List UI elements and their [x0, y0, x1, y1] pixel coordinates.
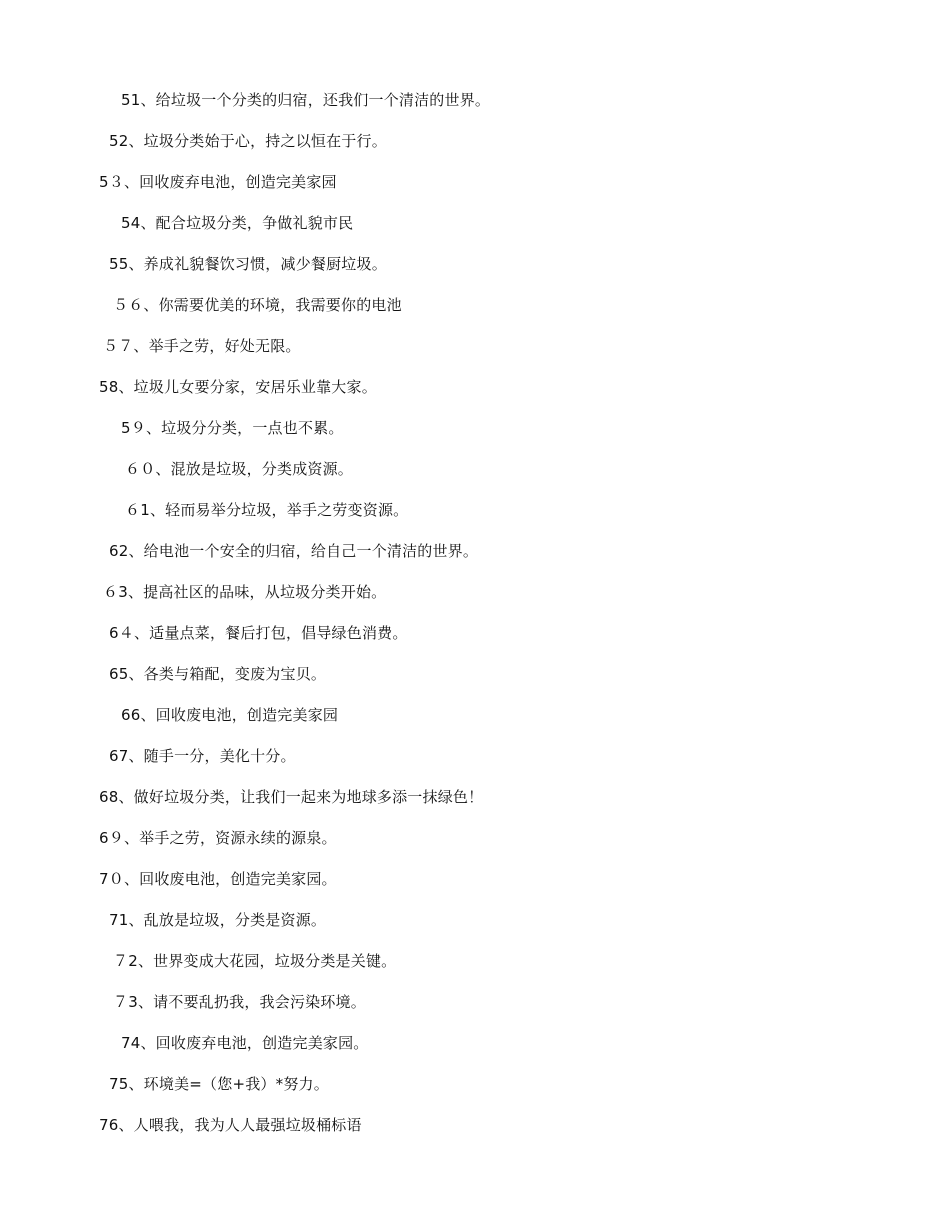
slogan-line-67: 67、随手一分，美化十分。: [109, 747, 296, 765]
slogan-line-75: 75、环境美=（您+我）*努力。: [109, 1075, 329, 1093]
slogan-line-55: 55、养成礼貌餐饮习惯，减少餐厨垃圾。: [109, 255, 387, 273]
slogan-line-71: 71、乱放是垃圾，分类是资源。: [109, 911, 327, 929]
slogan-line-74: 74、回收废弃电池，创造完美家园。: [121, 1034, 369, 1052]
slogan-line-60: ６０、混放是垃圾，分类成资源。: [125, 460, 354, 478]
slogan-line-64: 6４、适量点菜，餐后打包，倡导绿色消费。: [109, 624, 408, 642]
slogan-line-76: 76、人喂我，我为人人最强垃圾桶标语: [99, 1116, 362, 1134]
slogan-line-54: 54、配合垃圾分类，争做礼貌市民: [121, 214, 354, 232]
slogan-line-73: ７3、请不要乱扔我，我会污染环境。: [113, 993, 366, 1011]
slogan-line-58: 58、垃圾儿女要分家，安居乐业靠大家。: [99, 378, 377, 396]
slogan-line-65: 65、各类与箱配，变废为宝贝。: [109, 665, 327, 683]
slogan-line-53: 5３、回收废弃电池，创造完美家园: [99, 173, 337, 191]
slogan-line-52: 52、垃圾分类始于心，持之以恒在于行。: [109, 132, 387, 150]
slogan-line-61: ６1、轻而易举分垃圾，举手之劳变资源。: [125, 501, 409, 519]
slogan-line-59: 5９、垃圾分分类，一点也不累。: [121, 419, 344, 437]
slogan-line-72: ７2、世界变成大花园，垃圾分类是关键。: [113, 952, 397, 970]
slogan-line-66: 66、回收废电池，创造完美家园: [121, 706, 339, 724]
slogan-line-68: 68、做好垃圾分类，让我们一起来为地球多添一抹绿色！: [99, 788, 484, 806]
slogan-line-62: 62、给电池一个安全的归宿，给自己一个清洁的世界。: [109, 542, 479, 560]
slogan-line-63: ６3、提高社区的品味，从垃圾分类开始。: [103, 583, 387, 601]
slogan-line-57: ５７、举手之劳，好处无限。: [103, 337, 301, 355]
slogan-line-69: 6９、举手之劳，资源永续的源泉。: [99, 829, 337, 847]
slogan-line-70: 7０、回收废电池，创造完美家园。: [99, 870, 337, 888]
slogan-line-51: 51、给垃圾一个分类的归宿，还我们一个清洁的世界。: [121, 91, 491, 109]
slogan-line-56: ５６、你需要优美的环境，我需要你的电池: [113, 296, 402, 314]
